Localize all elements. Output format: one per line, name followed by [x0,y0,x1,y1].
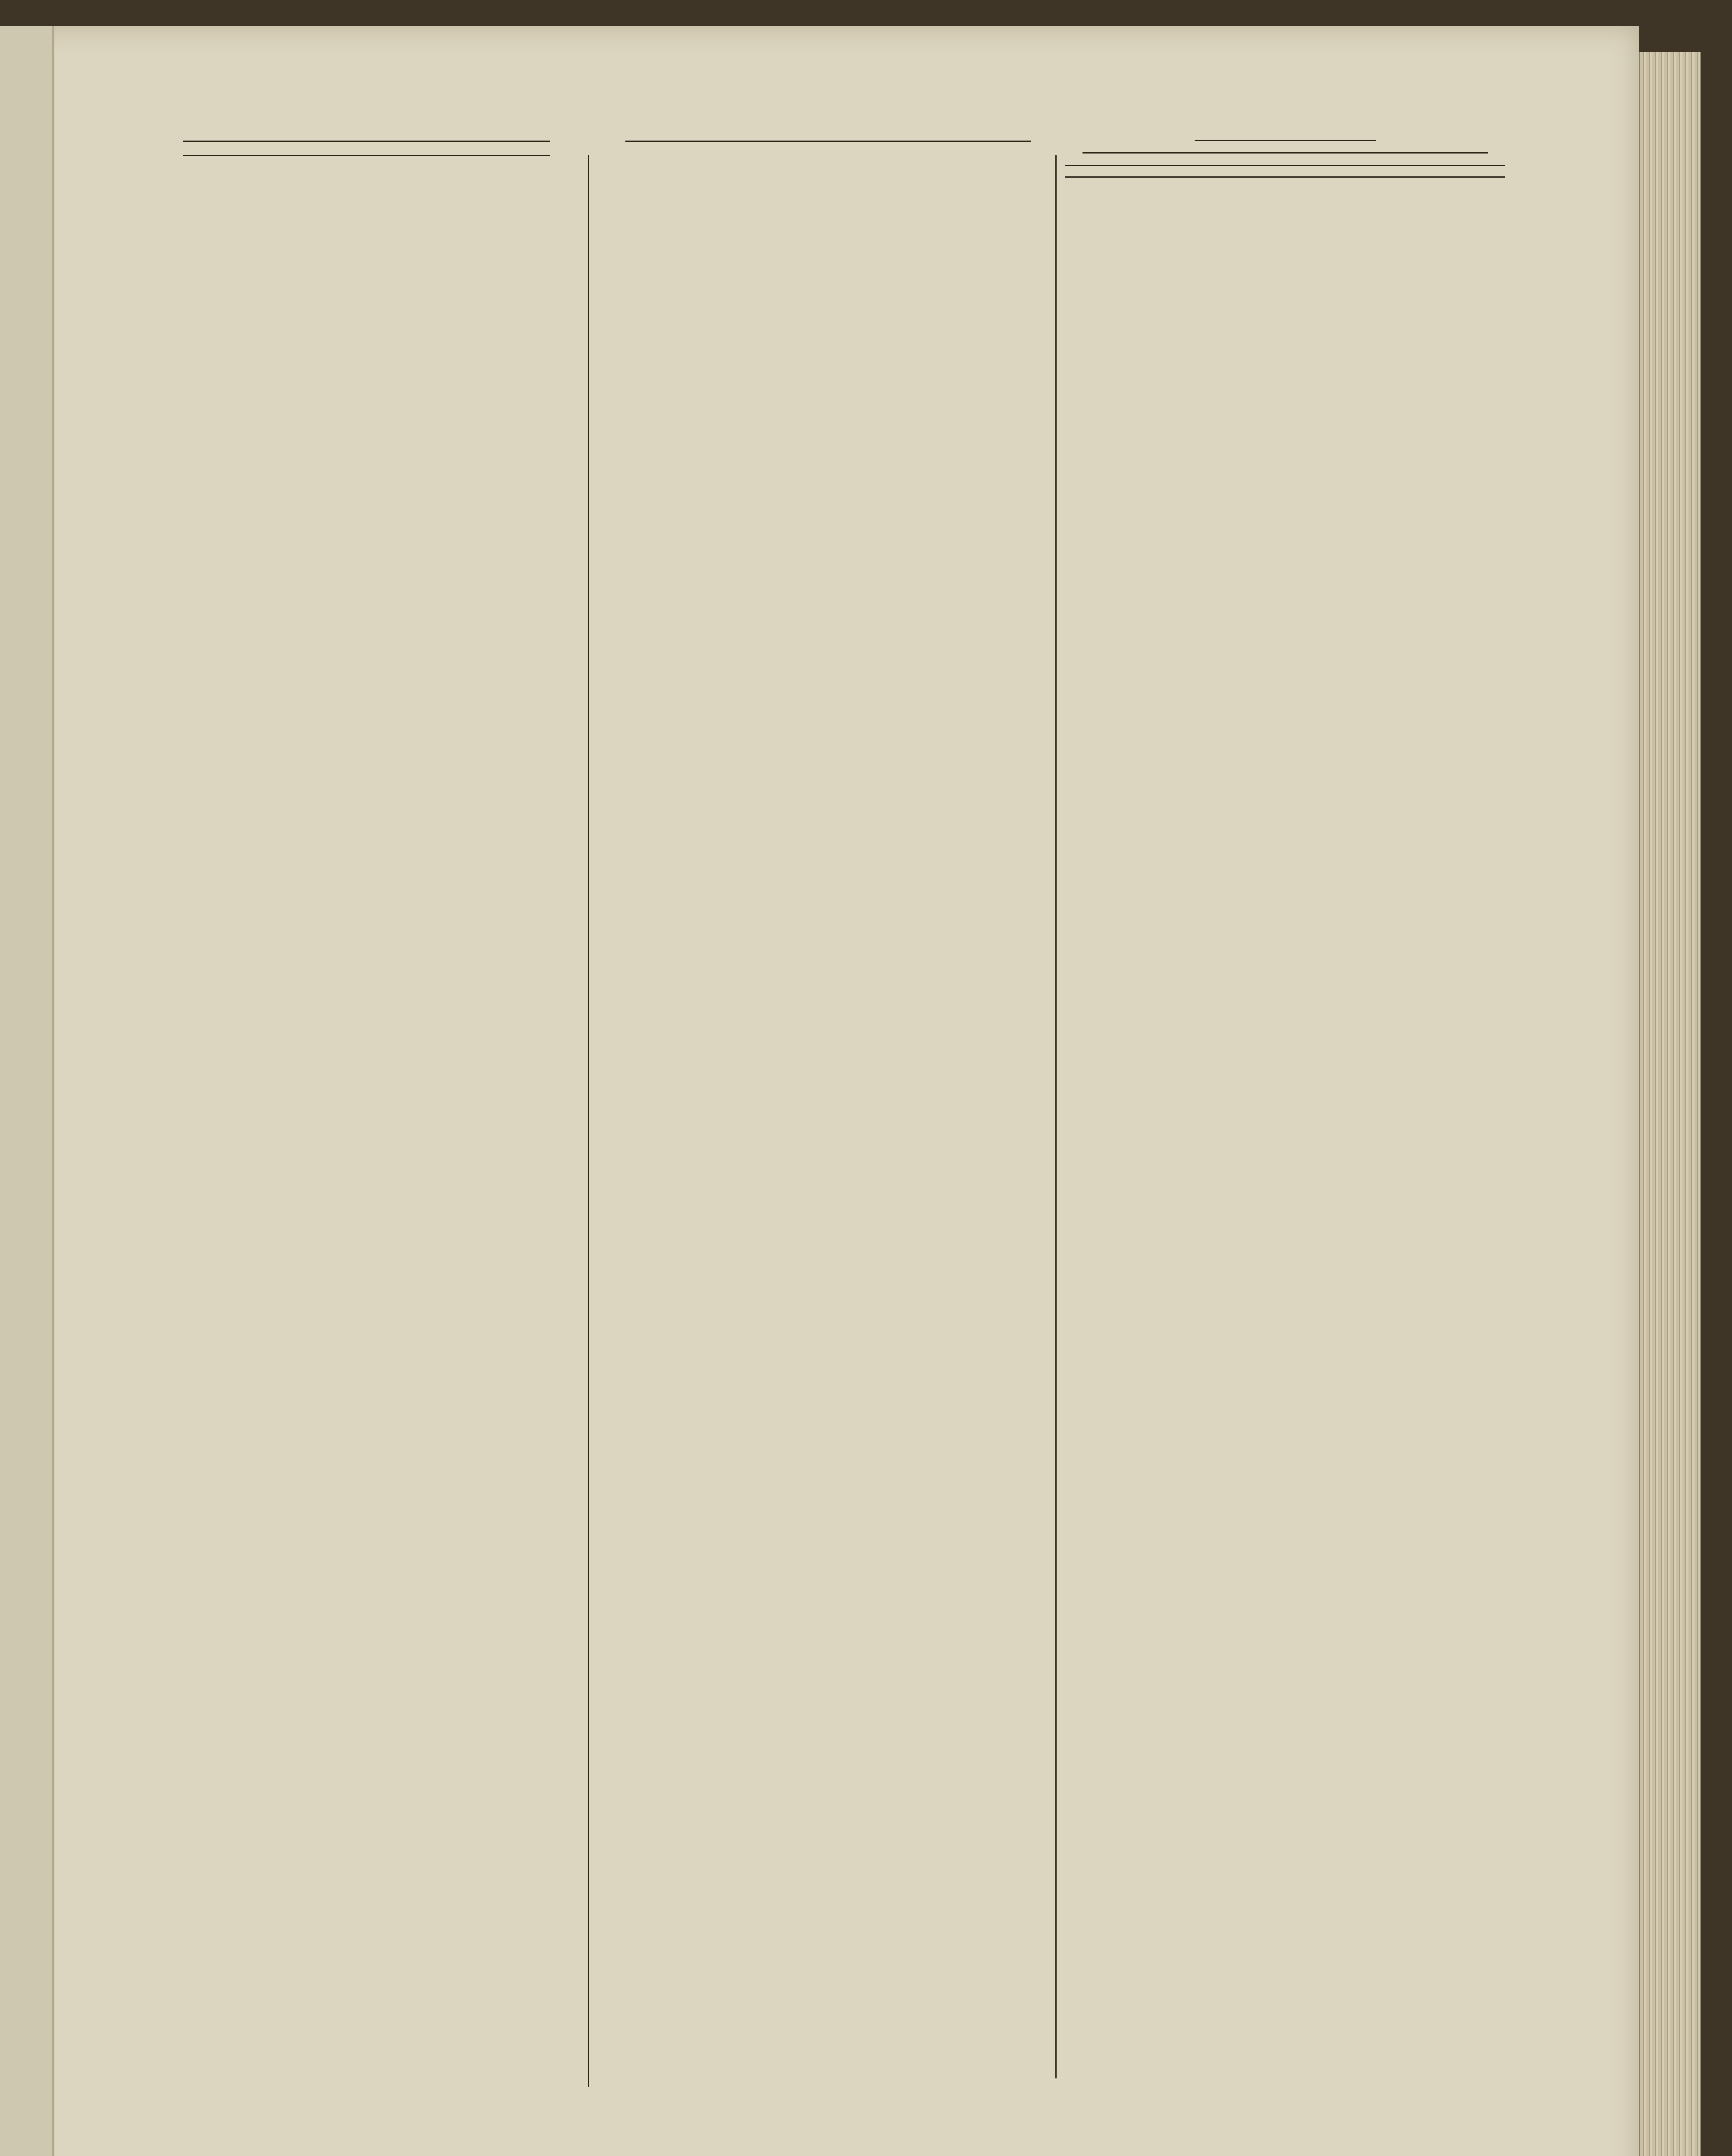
column-3 [1065,129,1505,178]
divider [183,141,550,142]
previous-page-column-fragment [0,26,54,2156]
page-stack-edge [1639,52,1701,2156]
column-rule [1055,155,1057,2078]
divider [1082,152,1488,154]
divider [1195,140,1376,141]
column-rule [588,155,589,2087]
column-1 [166,129,567,169]
newspaper-page [0,26,1639,2156]
imprint [1065,165,1505,178]
divider [625,141,1031,142]
column-2 [608,129,1048,153]
divider [183,155,550,156]
